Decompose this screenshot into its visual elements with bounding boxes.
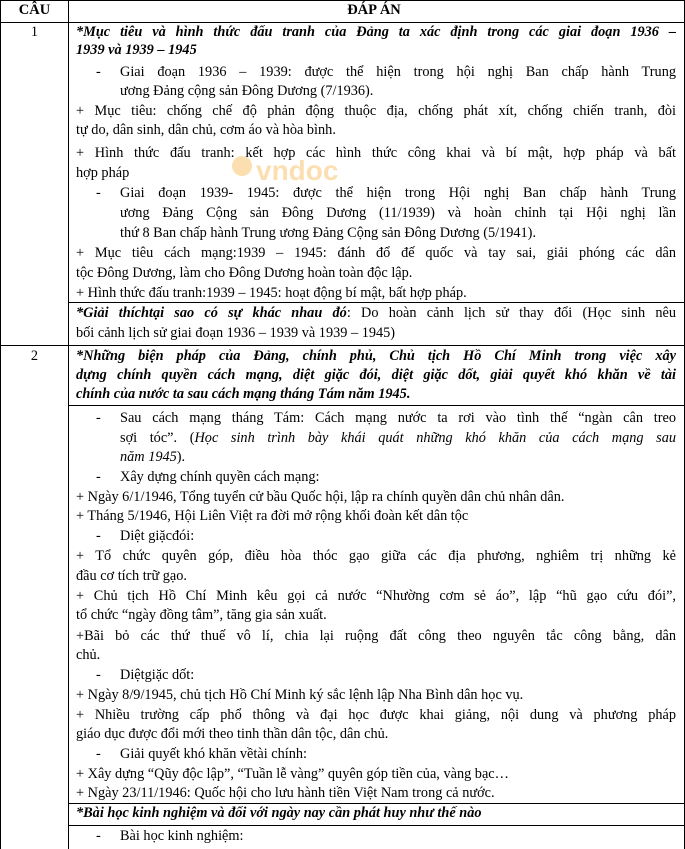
- q1-why-label: *Giải thíchtại sao có sự khác nhau đó: [76, 305, 347, 321]
- dash-bullet: -: [96, 410, 101, 426]
- q1-text: + Mục tiêu cách mạng:1939 – 1945: đánh đổ đế quốc và tay sai, giải phóng các dân: [76, 245, 676, 261]
- q1-title-line-1: *Mục tiêu và hình thức đấu tranh của Đảng ta xác định trong các giai đoạn 1936 –: [76, 24, 676, 40]
- dash-bullet: -: [96, 469, 101, 485]
- q2-text: + Nhiều trường cấp phổ thông và đại học được khai giảng, nội dung và phương pháp: [76, 707, 676, 723]
- q1-text: hợp pháp: [76, 165, 130, 181]
- q2-text: + Xây dựng “Qũy độc lập”, “Tuần lễ vàng” quyên góp tiền của, vàng bạc…: [76, 766, 509, 782]
- q2-text: Xây dựng chính quyền cách mạng:: [120, 469, 320, 485]
- q1-text: ương Đảng Cộng sản Đông Dương (11/1939) và hoàn chỉnh tại Hội nghị lần: [120, 205, 676, 221]
- q2-title-line-3: chính của nước ta sau cách mạng tháng Tám năm 1945.: [76, 386, 411, 402]
- q2-text: đầu cơ tích trữ gạo.: [76, 568, 187, 584]
- q2-text: +Bãi bỏ các thứ thuế vô lí, chia lại ruộng đất công theo nguyên tắc công bằng, dân: [76, 628, 676, 644]
- header-dap-an: ĐÁP ÁN: [347, 2, 401, 18]
- q2-text: Giải quyết khó khăn vềtài chính:: [120, 746, 308, 762]
- q2-text: chủ.: [76, 647, 101, 663]
- q2-text: + Ngày 8/9/1945, chủ tịch Hồ Chí Minh ký sắc lệnh lập Nha Bình dân học vụ.: [76, 687, 524, 703]
- q2-lesson-item: Bài học kinh nghiệm:: [120, 828, 244, 844]
- q2-lesson-title: *Bài học kinh nghiệm và đối với ngày nay cần phát huy như thế nào: [76, 805, 482, 821]
- q1-text: + Hình thức đấu tranh: kết hợp các hình thức công khai và bí mật, hợp pháp và bất: [76, 145, 676, 161]
- dash-bullet: -: [96, 746, 101, 762]
- row2-title-divider: [68, 405, 685, 406]
- dash-bullet: -: [96, 667, 101, 683]
- q2-text: giáo dục được đổi mới theo tinh thần dân tộc, dân chủ.: [76, 726, 389, 742]
- q2-text: + Ngày 6/1/1946, Tổng tuyển cử bầu Quốc hội, lập ra chính quyền dân chủ nhân dân.: [76, 489, 565, 505]
- q2-title-line-1: *Những biện pháp của Đảng, chính phủ, Chủ tịch Hồ Chí Minh trong việc xây: [76, 348, 676, 364]
- dash-bullet: -: [96, 528, 101, 544]
- row2-lesson-divider-bottom: [68, 825, 685, 826]
- q2-text: + Chủ tịch Hồ Chí Minh kêu gọi cả nước “Nhường cơm sẻ áo”, lập “hũ gạo cứu đói”,: [76, 588, 676, 604]
- q1-text: tộc Đông Dương, làm cho Đông Dương hoàn toàn độc lập.: [76, 265, 413, 281]
- q1-text: Giai đoạn 1939- 1945: được thể hiện trong Hội nghị Ban chấp hành Trung: [120, 185, 676, 201]
- table-header: [0, 0, 685, 21]
- dash-bullet: -: [96, 185, 101, 201]
- q1-text: + Mục tiêu: chống chế độ phản động thuộc địa, chống phát xít, chống chiến tranh, đòi: [76, 103, 676, 119]
- svg-text:vndoc: vndoc: [256, 155, 339, 186]
- q2-intro-line-3: năm 1945).: [120, 449, 186, 465]
- q1-text: ương Đảng cộng sản Đông Dương (7/1936).: [120, 83, 374, 99]
- q2-intro-line-2: sợi tóc”. (Học sinh trình bày khái quát những khó khăn của cách mạng sau: [120, 430, 676, 446]
- q1-why-text: : Do hoàn cảnh lịch sử thay đổi (Học sinh nêu: [346, 305, 676, 321]
- q2-text: Diệt giặcđói:: [120, 528, 195, 544]
- table-border-left: [0, 0, 1, 849]
- q1-title-line-2: 1939 và 1939 – 1945: [76, 42, 197, 58]
- dash-bullet: -: [96, 64, 101, 80]
- q1-text: thứ 8 Ban chấp hành Trung ương Đảng Cộng sản Đông Dương (5/1941).: [120, 225, 537, 241]
- dash-bullet: -: [96, 828, 101, 844]
- q2-text: + Tổ chức quyên góp, điều hòa thóc gạo giữa các địa phương, nghiêm trị những kẻ: [76, 548, 676, 564]
- question-number-1: 1: [30, 24, 39, 40]
- header-cau: CÂU: [18, 2, 51, 18]
- q1-text: + Hình thức đấu tranh:1939 – 1945: hoạt động bí mật, bất hợp pháp.: [76, 285, 467, 301]
- row-divider: [0, 345, 685, 346]
- q2-text: tổ chức “ngày đồng tâm”, tăng gia sản xuất.: [76, 607, 327, 623]
- q2-text: + Ngày 23/11/1946: Quốc hội cho lưu hành tiền Việt Nam trong cả nước.: [76, 785, 495, 801]
- q1-text: tự do, dân sinh, dân chủ, cơm áo và hòa bình.: [76, 122, 336, 138]
- q1-text: Giai đoạn 1936 – 1939: được thể hiện trong hội nghị Ban chấp hành Trung: [120, 64, 676, 80]
- q2-intro-line-1: Sau cách mạng tháng Tám: Cách mạng nước ta rơi vào tình thế “ngàn cân treo: [120, 410, 676, 426]
- q2-text: Diệtgiặc dốt:: [120, 667, 195, 683]
- question-number-2: 2: [30, 348, 39, 364]
- q2-title-line-2: dựng chính quyền cách mạng, diệt giặc đói, diệt giặc dốt, giải quyết khó khăn về tài: [76, 367, 676, 383]
- q1-why-line-2: bối cảnh lịch sử giai đoạn 1936 – 1939 và 1939 – 1945): [76, 325, 396, 341]
- column-divider: [68, 0, 69, 849]
- q1-why-line-1: [76, 304, 676, 323]
- q2-text: + Tháng 5/1946, Hội Liên Việt ra đời mở rộng khối đoàn kết dân tộc: [76, 508, 469, 524]
